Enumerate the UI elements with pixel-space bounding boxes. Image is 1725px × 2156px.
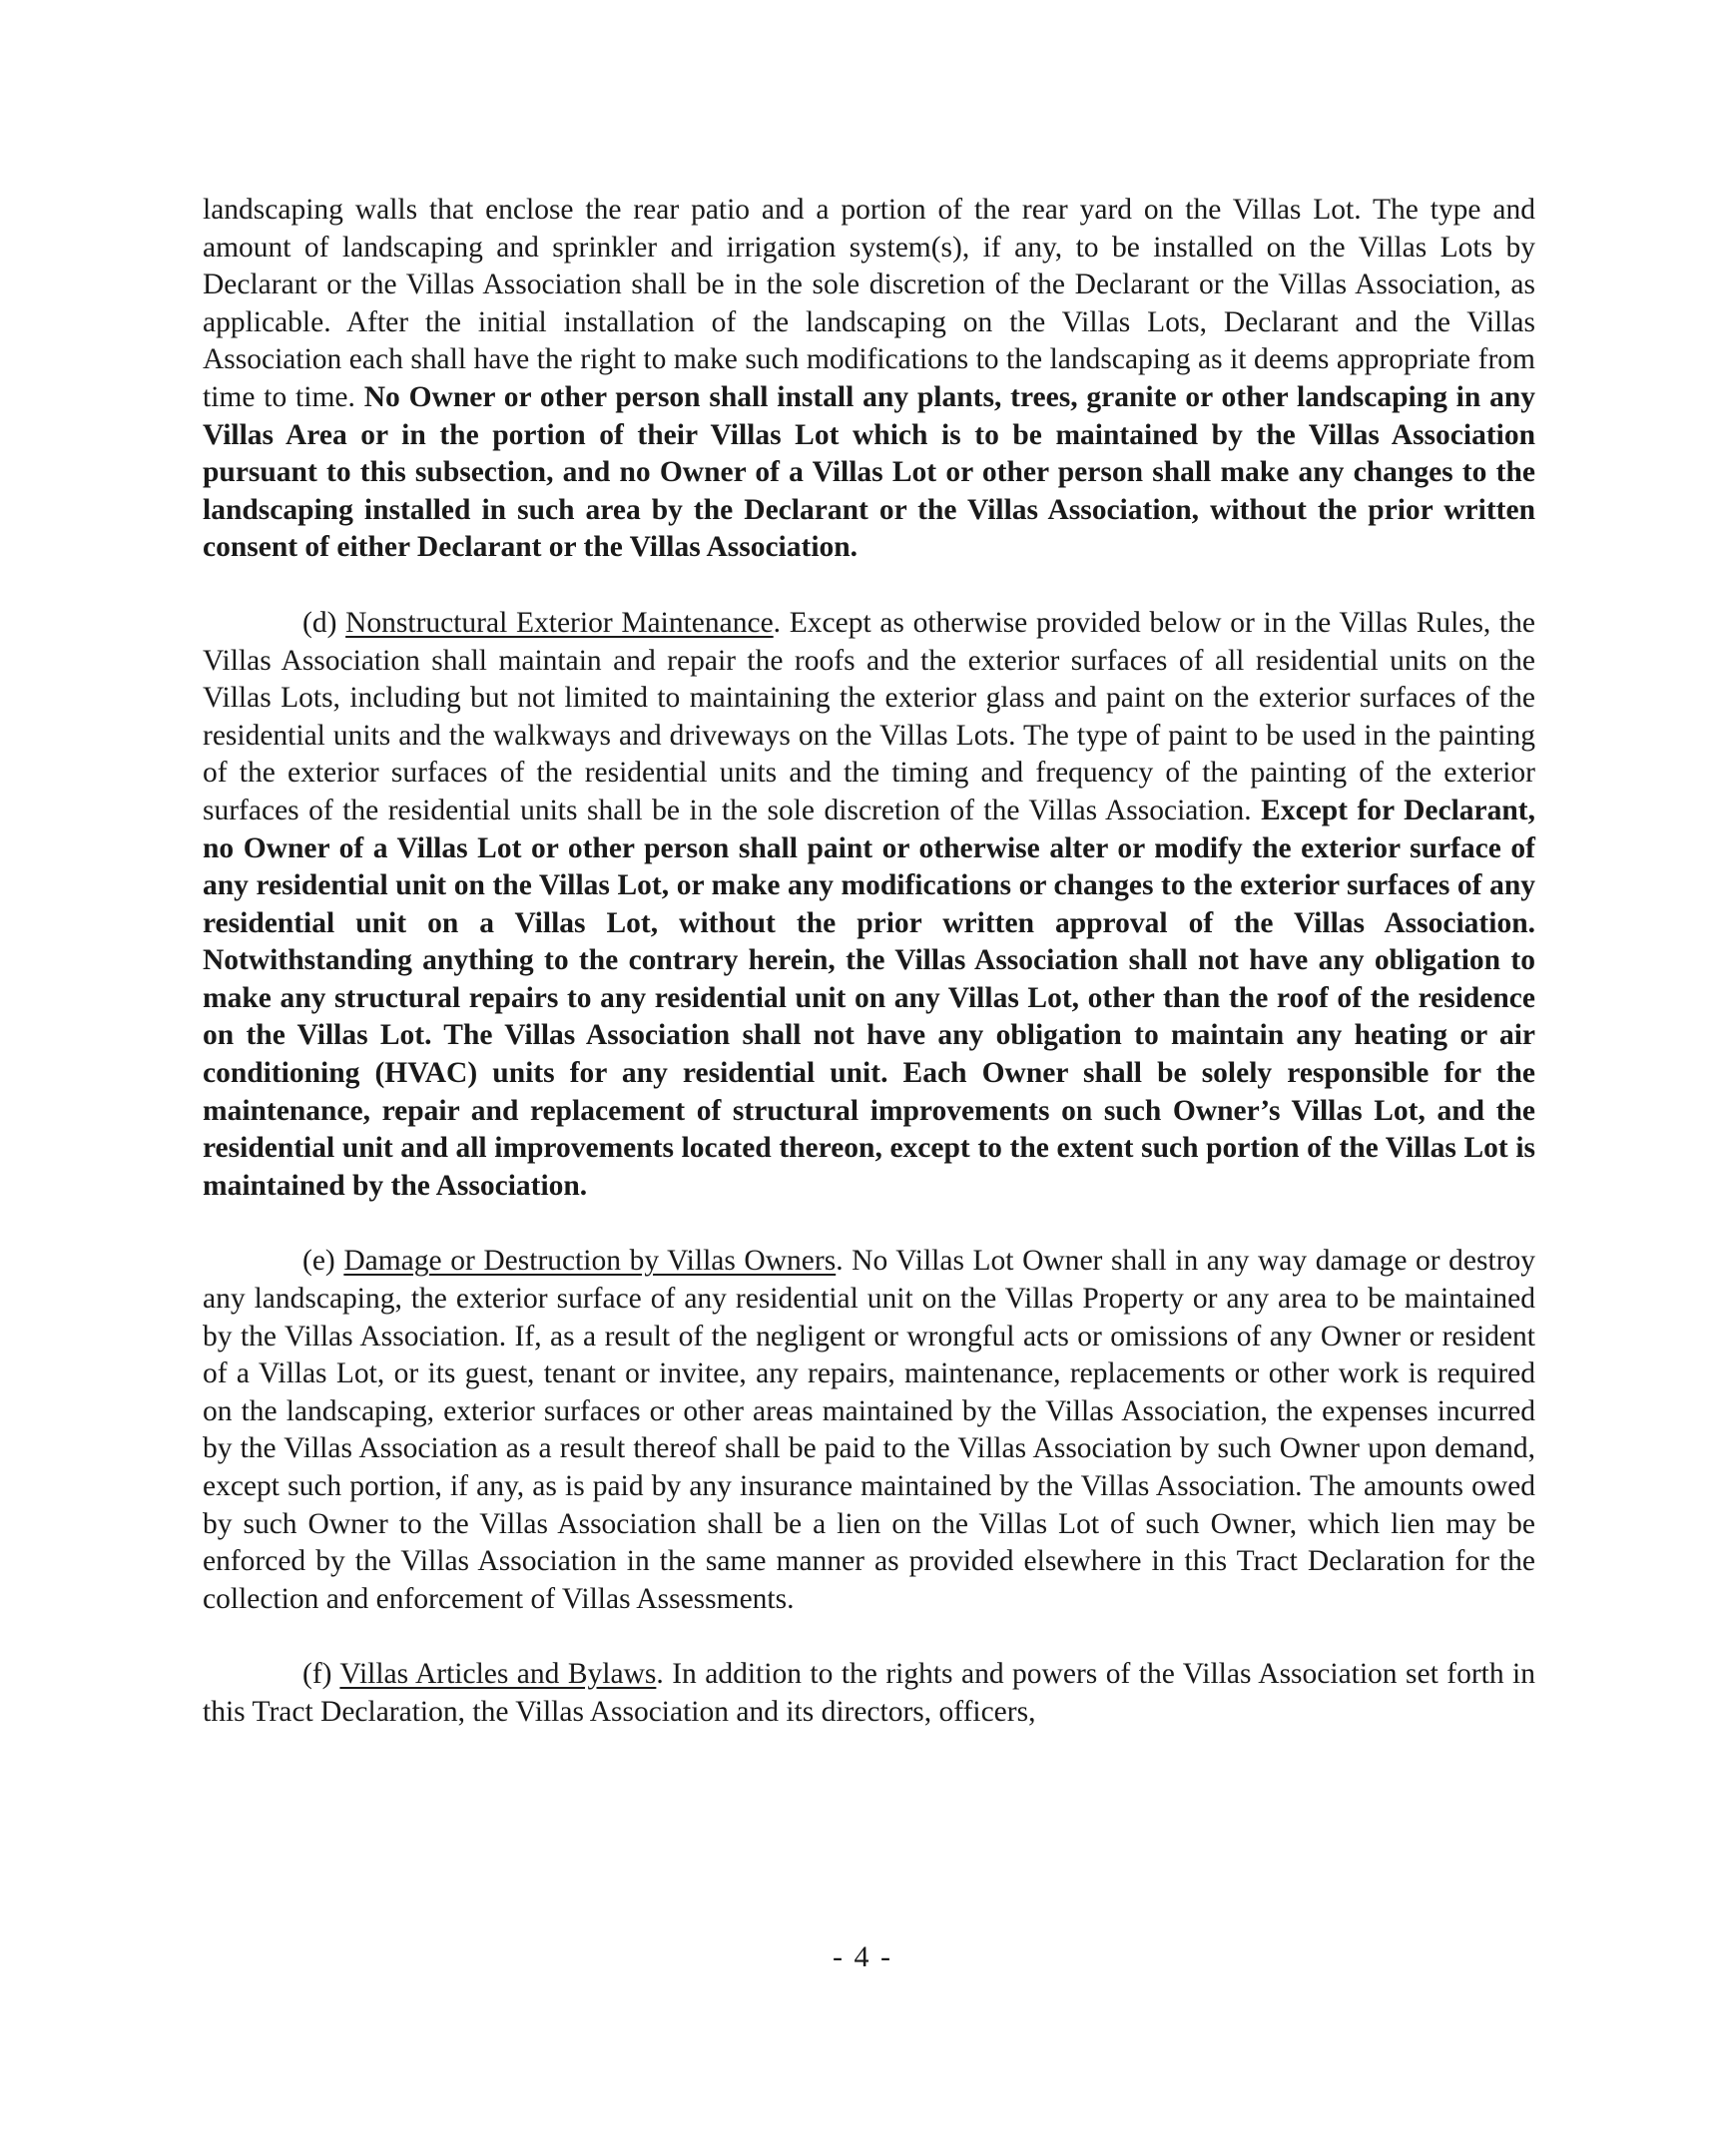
document-page (203, 192, 1535, 1770)
paragraph-c-bold-text: No Owner or other person shall install any plants, trees, granite or other landscaping in any Villas Area or in the portion of their Villas Lot which is to be maintained by the Villas Association pursuant to this subsection, and no Owner of a Villas Lot or other person shall make any changes to the landscaping installed in such area by the Declarant or the Villas Association, without the prior written consent of either Declarant or the Villas Association. (203, 380, 1536, 564)
paragraph-d-label: (d) (302, 606, 337, 639)
paragraph-d-heading: Nonstructural Exterior Maintenance (345, 606, 774, 639)
paragraph-d: (d) Nonstructural Exterior Maintenance. Except as otherwise provided below or in the Villas Rules, the Villas Association shall maintain and repair the roofs and the exterior surfaces of all residential units on the Villas Lots, including but not limited to maintaining the exterior glass and paint on the exterior surfaces of the residential units and the walkways and driveways on the Villas Lots. The type of paint to be used in the painting of the exterior surfaces of the residential units and the timing and frequency of the painting of the exterior surfaces of the residential units shall be in the sole discretion of the Villas Association. Except for Declarant, no Owner of a Villas Lot or other person shall paint or otherwise alter or modify the exterior surface of any residential unit on the Villas Lot, or make any modifications or changes to the exterior surfaces of any residential unit on a Villas Lot, without the prior written approval of the Villas Association. Notwithstanding anything to the contrary herein, the Villas Association shall not have any obligation to make any structural repairs to any residential unit on any Villas Lot, other than the roof of the residence on the Villas Lot. The Villas Association shall not have any obligation to maintain any heating or air conditioning (HVAC) units for any residential unit. Each Owner shall be solely responsible for the maintenance, repair and replacement of structural improvements on such Owner’s Villas Lot, and the residential unit and all improvements located thereon, except to the extent such portion of the Villas Lot is maintained by the Association. (203, 606, 1536, 1202)
paragraph-e-heading: Damage or Destruction by Villas Owners (343, 1245, 837, 1278)
paragraph-f-heading: Villas Articles and Bylaws (339, 1658, 657, 1691)
paragraph-f: (f) Villas Articles and Bylaws. In addition to the rights and powers of the Villas Association set forth in this Tract Declaration, the Villas Association and its directors, officers, (203, 1658, 1536, 1728)
paragraph-d-text: Except as otherwise provided below or in the Villas Rules, the Villas Association shall maintain and repair the roofs and the exterior surfaces of all residential units on the Villas Lots, including but not limited to maintaining the exterior glass and paint on the exterior surfaces of the residential units and the walkways and driveways on the Villas Lots. The type of paint to be used in the painting of the exterior surfaces of the residential units and the timing and frequency of the painting of the exterior surfaces of the residential units shall be in the sole discretion of the Villas Association. (203, 606, 1536, 826)
paragraph-f-label: (f) (302, 1658, 332, 1691)
paragraph-c-continued (203, 192, 1535, 567)
page-number: - 4 - (833, 1940, 892, 1973)
paragraph-e: (e) Damage or Destruction by Villas Owners. No Villas Lot Owner shall in any way damage or destroy any landscaping, the exterior surface of any residential unit on the Villas Property or any area to be maintained by the Villas Association. If, as a result of the negligent or wrongful acts or omissions of any Owner or resident of a Villas Lot, or its guest, tenant or invitee, any repairs, maintenance, replacements or other work is required on the landscaping, exterior surfaces or other areas maintained by the Villas Association, the expenses incurred by the Villas Association as a result thereof shall be paid to the Villas Association by such Owner upon demand, except such portion, if any, as is paid by any insurance maintained by the Villas Association. The amounts owed by such Owner to the Villas Association shall be a lien on the Villas Lot of such Owner, which lien may be enforced by the Villas Association in the same manner as provided elsewhere in this Tract Declaration for the collection and enforcement of Villas Assessments. (203, 1245, 1536, 1615)
paragraph-e-text: No Villas Lot Owner shall in any way damage or destroy any landscaping, the exterior surface of any residential unit on the Villas Property or any area to be maintained by the Villas Association. If, as a result of the negligent or wrongful acts or omissions of any Owner or resident of a Villas Lot, or its guest, tenant or invitee, any repairs, maintenance, replacements or other work is required on the landscaping, exterior surfaces or other areas maintained by the Villas Association, the expenses incurred by the Villas Association as a result thereof shall be paid to the Villas Association by such Owner upon demand, except such portion, if any, as is paid by any insurance maintained by the Villas Association. The amounts owed by such Owner to the Villas Association shall be a lien on the Villas Lot of such Owner, which lien may be enforced by the Villas Association in the same manner as provided elsewhere in this Tract Declaration for the collection and enforcement of Villas Assessments. (203, 1245, 1536, 1615)
paragraph-e-label: (e) (302, 1245, 335, 1278)
paragraph-c-text: landscaping walls that enclose the rear patio and a portion of the rear yard on the Villas Lot. The type and amount of landscaping and sprinkler and irrigation system(s), if any, to be installed on the Villas Lots by Declarant or the Villas Association shall be in the sole discretion of the Declarant or the Villas Association, as applicable. After the initial installation of the landscaping on the Villas Lots, Declarant and the Villas Association each shall have the right to make such modifications to the landscaping as it deems appropriate from time to time. (203, 194, 1535, 413)
paragraph-d-bold-text: Except for Declarant, no Owner of a Villas Lot or other person shall paint or otherwise alter or modify the exterior surface of any residential unit on the Villas Lot, or make any modifications or changes to the exterior surfaces of any residential unit on a Villas Lot, without the prior written approval of the Villas Association. Notwithstanding anything to the contrary herein, the Villas Association shall not have any obligation to make any structural repairs to any residential unit on any Villas Lot, other than the roof of the residence on the Villas Lot. The Villas Association shall not have any obligation to maintain any heating or air conditioning (HVAC) units for any residential unit. Each Owner shall be solely responsible for the maintenance, repair and replacement of structural improvements on such Owner’s Villas Lot, and the residential unit and all improvements located thereon, except to the extent such portion of the Villas Lot is maintained by the Association. (203, 794, 1535, 1202)
paragraph-f-text: In addition to the rights and powers of the Villas Association set forth in this Tract Declaration, the Villas Association and its directors, officers, (203, 1658, 1536, 1728)
